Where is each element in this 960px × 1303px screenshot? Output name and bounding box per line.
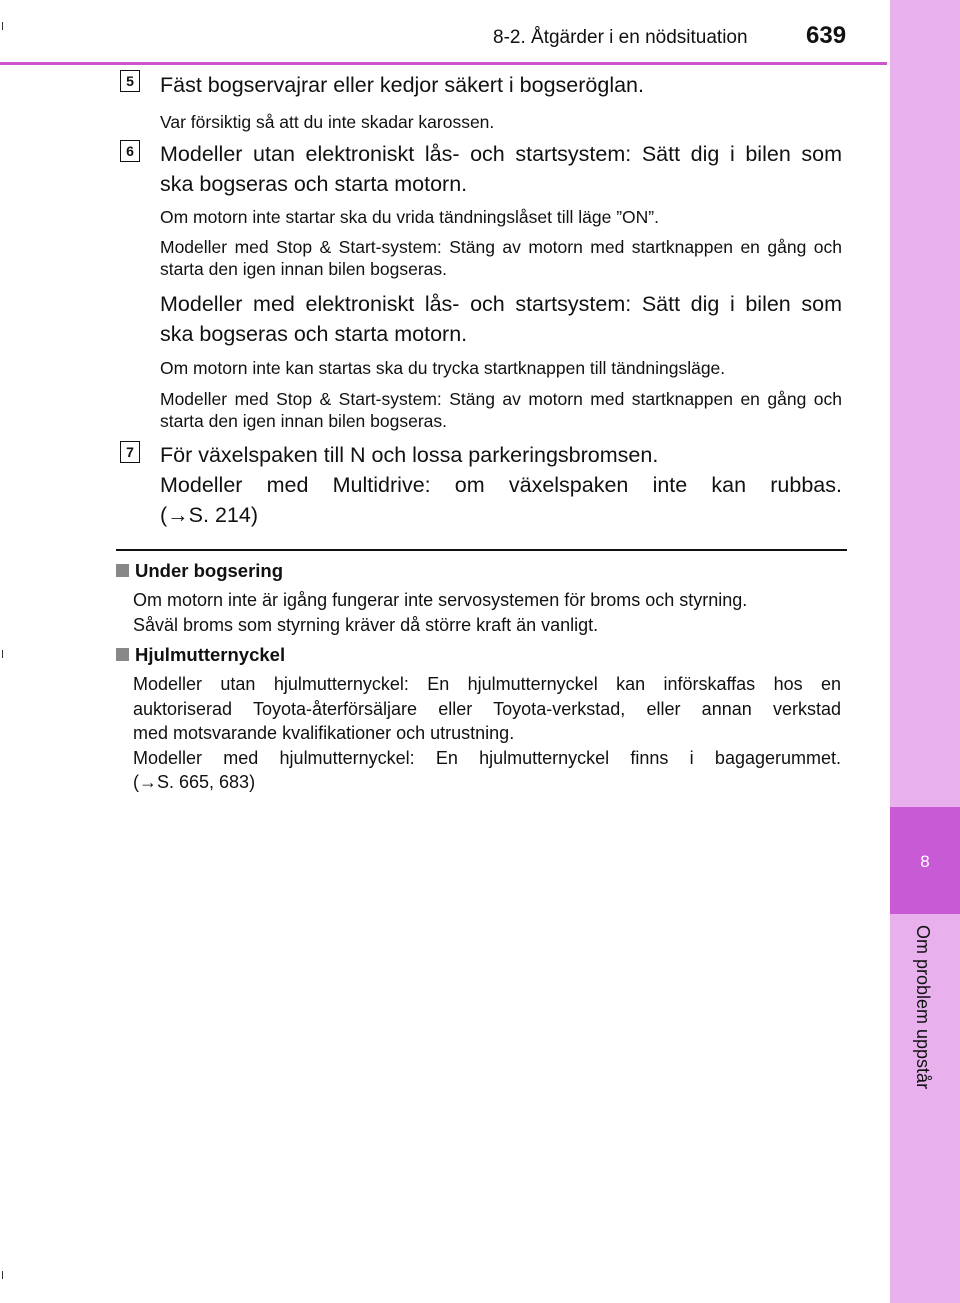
step-7-line: För växelspaken till N och lossa parkeringsbromsen. <box>160 443 659 467</box>
step-6-text-b <box>160 289 842 349</box>
note-line: Om motorn inte är igång fungerar inte servosystemen för broms och styrning. <box>133 590 748 610</box>
note-heading-text: Under bogsering <box>135 560 284 581</box>
chapter-strip <box>890 0 960 1303</box>
note-heading-text: Hjulmutternyckel <box>135 644 286 665</box>
step-6-text-b-line: ska bogseras och starta motorn. <box>160 322 468 346</box>
chapter-number: 8 <box>920 852 930 871</box>
crop-mark <box>2 650 3 658</box>
note-line: Modeller med hjulmutternyckel: En hjulmutternyckel finns i bagagerummet. <box>133 747 841 768</box>
note-heading <box>116 644 285 666</box>
step-6-text-a <box>160 139 842 199</box>
step-6-note-b: Om motorn inte kan startas ska du trycka startknappen till tändningsläge. <box>160 358 726 378</box>
step-5-note: Var försiktig så att du inte skadar karossen. <box>160 112 495 132</box>
crop-mark <box>2 22 3 30</box>
note-line: Modeller utan hjulmutternyckel: En hjulmutternyckel kan införskaffas hos en <box>133 674 841 694</box>
step-5-text: Fäst bogservajrar eller kedjor säkert i bogseröglan. <box>160 73 644 97</box>
step-7-text <box>160 440 842 530</box>
square-bullet-icon <box>116 564 129 577</box>
section-divider <box>116 549 847 551</box>
step-6-text-a-line: Modeller utan elektroniskt lås- och startsystem: Sätt dig i bilen som <box>160 142 842 166</box>
chapter-title: Om problem uppstår <box>913 925 933 1090</box>
step-7-line: Modeller med Multidrive: om växelspaken inte kan rubbas. <box>160 473 842 497</box>
step-6-text-b-line: Modeller med elektroniskt lås- och startsystem: Sätt dig i bilen som <box>160 292 842 316</box>
header-rule <box>0 62 887 65</box>
note-line: auktoriserad Toyota-återförsäljare eller Toyota-verkstad, eller annan verkstad <box>133 698 841 719</box>
note-line: (→S. 665, 683) <box>133 772 256 792</box>
step-6-badge: 6 <box>120 140 140 162</box>
note-body <box>133 588 841 637</box>
note-line: Såväl broms som styrning kräver då större kraft än vanligt. <box>133 614 599 635</box>
step-6-note-b2: Modeller med Stop & Start-system: Stäng av motorn med startknappen en gång och starta den igen innan bilen bogseras. <box>160 389 842 431</box>
note-line: med motsvarande kvalifikationer och utrustning. <box>133 723 515 743</box>
step-6-note-a: Om motorn inte startar ska du vrida tändningslåset till läge ”ON”. <box>160 207 659 227</box>
page-number: 639 <box>806 22 847 49</box>
section-title: 8-2. Åtgärder i en nödsituation <box>493 27 748 48</box>
crop-mark <box>2 1271 3 1279</box>
step-6-note-a2: Modeller med Stop & Start-system: Stäng av motorn med startknappen en gång och starta den igen innan bilen bogseras. <box>160 237 842 279</box>
step-5-badge: 5 <box>120 70 140 92</box>
note-body <box>133 672 841 795</box>
step-7-badge: 7 <box>120 441 140 463</box>
step-7-line: (→S. 214) <box>160 503 258 527</box>
square-bullet-icon <box>116 648 129 661</box>
note-heading <box>116 560 283 582</box>
step-6-text-a-line: ska bogseras och starta motorn. <box>160 172 468 196</box>
